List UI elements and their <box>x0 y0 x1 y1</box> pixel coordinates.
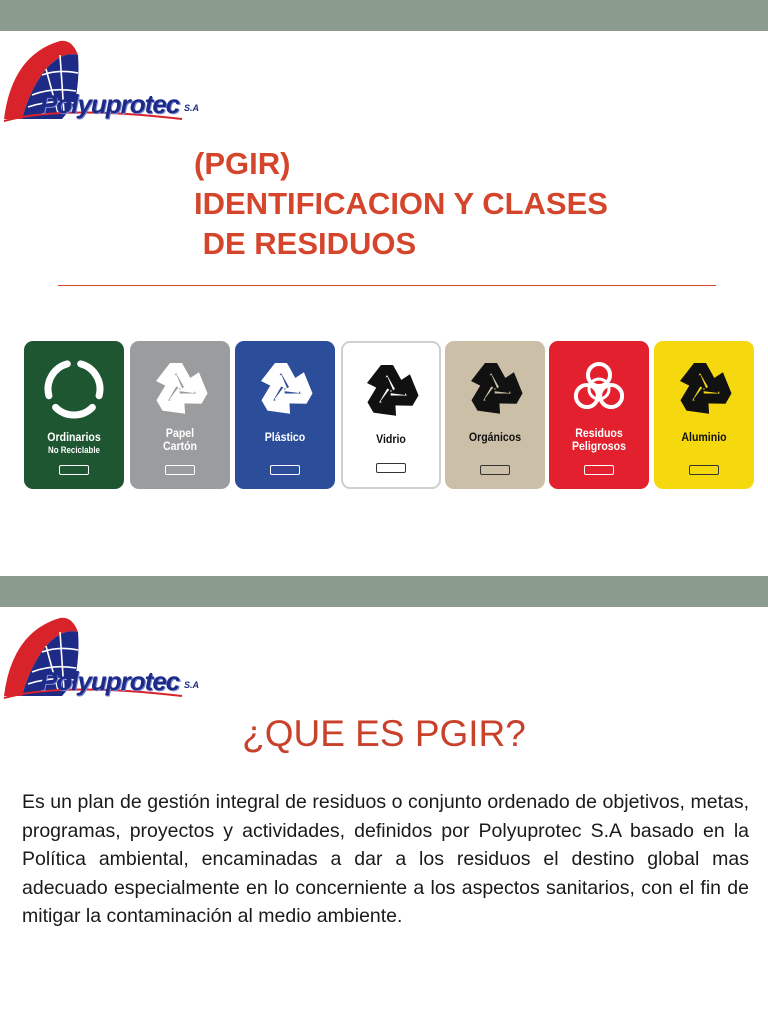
bin-brand-plate <box>270 465 300 475</box>
company-logo <box>2 35 202 127</box>
slide-gap <box>0 548 768 576</box>
company-logo <box>2 612 202 704</box>
waste-bin-label: Ordinarios <box>47 430 101 444</box>
circle-arrows-icon <box>41 355 107 421</box>
recycle-icon <box>148 355 212 419</box>
logo-suffix: S.A <box>184 680 200 690</box>
slide-header-bar <box>0 576 768 607</box>
waste-bin-label: Vidrio <box>376 432 406 446</box>
waste-bin-4 <box>445 341 545 489</box>
bin-brand-plate <box>376 463 406 473</box>
waste-bin-label: Plástico <box>264 430 306 444</box>
waste-bin-1 <box>130 341 230 489</box>
bin-brand-plate <box>165 465 195 475</box>
waste-bin-3 <box>341 341 441 489</box>
bin-brand-plate <box>584 465 614 475</box>
title-underline <box>58 285 716 286</box>
bin-brand-plate <box>689 465 719 475</box>
waste-bin-2 <box>235 341 335 489</box>
definition-paragraph: Es un plan de gestión integral de residuos o conjunto ordenado de objetivos, metas, programas, proyectos y actividades, definidos por Polyuprotec S.A basado en la Política ambiental, encaminadas a dar a los residuos el destino global mas adecuado especialmente en lo concerniente a los aspectos sanitarios, con el fin de mitigar la contaminación al medio ambiente. <box>22 791 749 927</box>
bin-brand-plate <box>480 465 510 475</box>
waste-bin-label: Residuos Peligrosos <box>571 426 626 453</box>
waste-bin-label: Orgánicos <box>468 430 522 444</box>
waste-bin-label: Papel Cartón <box>162 426 198 453</box>
slide-header-bar <box>0 0 768 31</box>
waste-bin-label: Aluminio <box>681 430 727 444</box>
recycle-icon <box>463 355 527 419</box>
recycle-icon <box>672 355 736 419</box>
section-heading: ¿QUE ES PGIR? <box>242 713 526 754</box>
waste-bin-5 <box>549 341 649 489</box>
logo-wordmark: Polyuprotec <box>40 666 180 696</box>
recycle-icon <box>359 357 423 421</box>
bin-brand-plate <box>59 465 89 475</box>
slide-title: (PGIR) IDENTIFICACION Y CLASES DE RESIDUOS <box>194 146 608 261</box>
logo-wordmark: Polyuprotec <box>40 89 180 119</box>
recycle-icon <box>253 355 317 419</box>
waste-bin-0 <box>24 341 124 489</box>
waste-bin-6 <box>654 341 754 489</box>
logo-suffix: S.A <box>184 103 200 113</box>
slide-2 <box>0 576 768 1024</box>
biohazard-icon <box>567 355 631 419</box>
waste-bin-sublabel: No Reciclable <box>48 445 100 455</box>
waste-bins-row <box>24 341 754 490</box>
